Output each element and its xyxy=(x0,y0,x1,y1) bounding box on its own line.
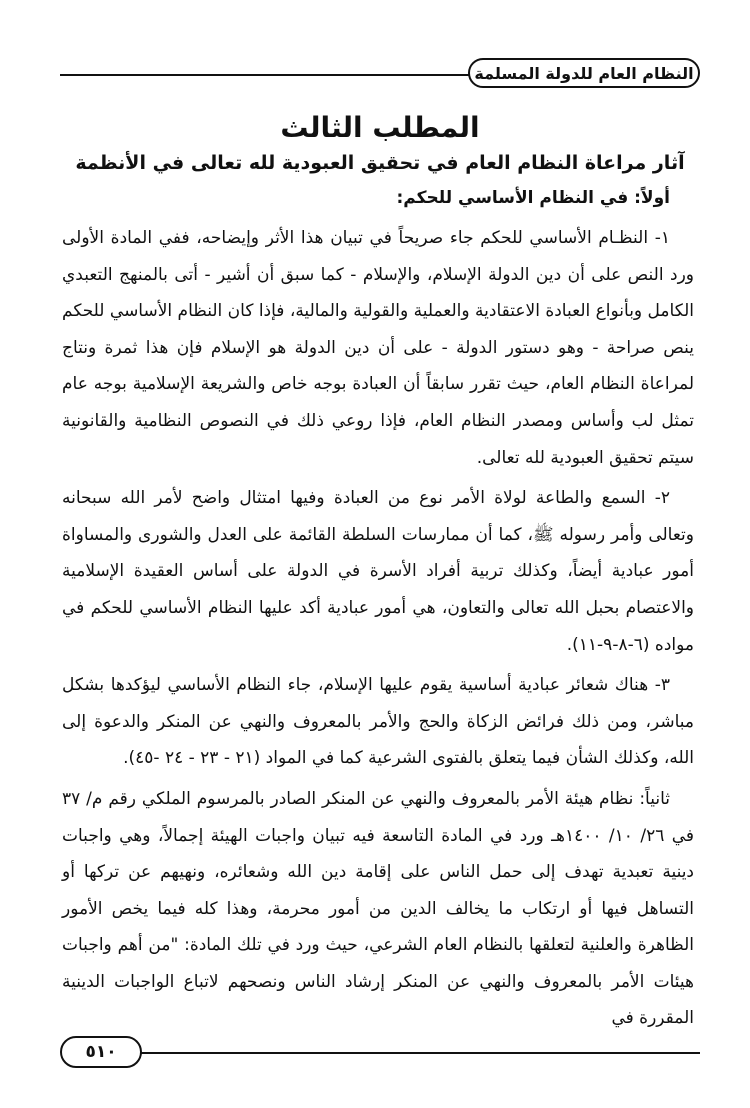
paragraph: ثانياً: نظام هيئة الأمر بالمعروف والنهي عن المنكر الصادر بالمرسوم الملكي رقم م/ ٣٧ في ٢٦/ ١٠/ ١٤٠٠هـ ورد في المادة التاسعة فيه تبيان واجبات الهيئة إجمالاً، وهي واجبات دينية تعبدية تهدف إلى حمل الناس على إقامة دين الله وشعائره، ونهيهم عن تركها أو التساهل فيها أو ارتكاب ما يخالف الدين من أمور محرمة، وهذا كله فيما يخص الأمور الظاهرة والعلنية لتعلقها بالنظام العام الشرعي، حيث ورد في تلك المادة: "من أهم واجبات هيئات الأمر بالمعروف والنهي عن المنكر إرشاد الناس ونصحهم لاتباع الواجبات الدينية المقررة في xyxy=(62,788,695,1029)
body-text xyxy=(62,220,694,1041)
footer-rule xyxy=(140,1052,700,1054)
header-rule xyxy=(60,74,470,76)
section-title: المطلب الثالث xyxy=(280,111,480,144)
running-title: النظام العام للدولة المسلمة xyxy=(468,58,700,88)
page-footer xyxy=(60,1032,700,1072)
paragraph: ٢- السمع والطاعة لولاة الأمر نوع من العبادة وفيها امتثال واضح لأمر الله سبحانه وتعالى وأمر رسوله ﷺ، كما أن ممارسات السلطة القائمة على العدل والشورى والمساواة أمور عبادية أيضاً، وكذلك تربية أفراد الأسرة في الدولة على أساس العقيدة الإسلامية والاعتصام بحبل الله تعالى والتعاون، هي أمور عبادية أكد عليها النظام الأساسي للحكم في مواده (٦-٨-٩-١١). xyxy=(62,488,694,655)
paragraph: ٣- هناك شعائر عبادية أساسية يقوم عليها الإسلام، جاء النظام الأساسي ليؤكدها بشكل مباشر، ومن ذلك فرائض الزكاة والحج والأمر بالمعروف والنهي عن المنكر والدعوة إلى الله، وكذلك الشأن فيما يتعلق بالفتوى الشرعية كما في المواد (٢١ - ٢٣ - ٢٤ -٤٥). xyxy=(62,675,694,769)
sub-heading: أولاً: في النظام الأساسي للحكم: xyxy=(396,188,670,208)
running-header xyxy=(60,48,700,100)
section-subtitle: آثار مراعاة النظام العام في تحقيق العبودية لله تعالى في الأنظمة xyxy=(75,152,685,174)
paragraph: ١- النظـام الأساسي للحكم جاء صريحاً في تبيان هذا الأثر وإيضاحه، ففي المادة الأولى ورد النص على أن دين الدولة الإسلام، والإسلام - كما سبق أن أشير - أتى بالمنهج التعبدي الكامل وبأنواع العبادة الاعتقادية والعملية والقولية والمالية، فإذا كان النظام الأساسي للحكم ينص صراحة - وهو دستور الدولة - على أن دين الدولة هو الإسلام فإن هذا ثمرة ونتاج لمراعاة النظام العام، حيث تقرر سابقاً أن العبادة بوجه خاص والشريعة الإسلامية بوجه عام تمثل لب وأساس ومصدر النظام العام، فإذا روعي ذلك في النصوص النظامية والقانونية سيتم تحقيق العبودية لله تعالى. xyxy=(62,228,694,468)
page-number: ٥١٠ xyxy=(60,1036,142,1068)
